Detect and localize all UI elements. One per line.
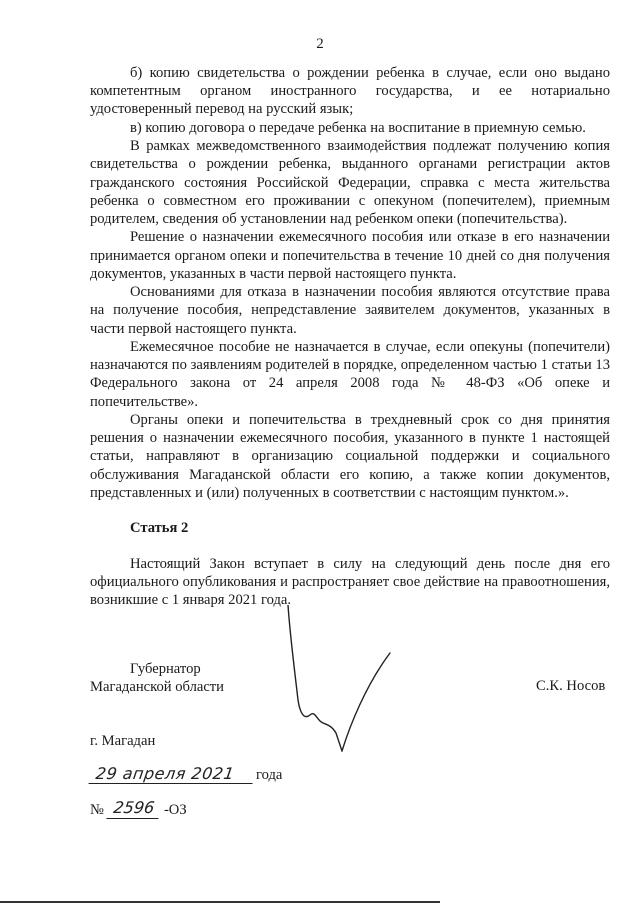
- date-suffix: года: [256, 767, 283, 783]
- number-prefix: №: [90, 802, 104, 818]
- handwritten-law-number: 2596: [106, 796, 161, 819]
- paragraph-v: в) копию договора о передаче ребенка на воспитание в приемную семью.: [130, 119, 586, 136]
- paragraph-refusal-grounds: Основаниями для отказа в назначении пособия являются отсутствие права на получение пособия, непредставление заявителем документов, указанных в части первой настоящего пункта.: [90, 284, 610, 337]
- paragraph-guardianship-bodies: Органы опеки и попечительства в трехдневный срок со дня принятия решения о назначении ежемесячного пособия, указанного в пункте 1 настоящей статьи, направляют в организацию социальной поддержки и социального обслуживания Магаданской области его копию, а также копии документов, представленных и (или) полученных в соответствии с настоящим пунктом.».: [90, 411, 610, 501]
- signatory-title: [90, 660, 224, 696]
- paragraph-decision: Решение о назначении ежемесячного пособия или отказе в его назначении принимается органом опеки и попечительства в течение 10 дней со дня получения документов, указанных в части первой настоящего пункта.: [90, 229, 610, 282]
- handwritten-date: 29 апреля 2021: [88, 762, 255, 784]
- date-line: [90, 762, 282, 784]
- page-number: 2: [316, 36, 324, 52]
- article-heading: Статья 2: [130, 520, 189, 536]
- number-suffix: -ОЗ: [163, 802, 187, 818]
- paragraph-b: б) копию свидетельства о рождении ребенка в случае, если оно выдано компетентным органом иностранного государства, и ее нотариально удостоверенный перевод на русский язык;: [90, 65, 610, 118]
- signatory-title-line1: Губернатор: [130, 661, 201, 677]
- article-paragraph: Настоящий Закон вступает в силу на следующий день после дня его официального опубликования и распространяет свое действие на правоотношения, возникшие с 1 января 2021 года.: [90, 556, 610, 609]
- bottom-divider: [0, 901, 440, 903]
- signatory-title-line2: Магаданской области: [90, 679, 224, 696]
- signatory-name: С.К. Носов: [536, 678, 606, 694]
- law-number-line: [90, 796, 187, 819]
- article-text: [90, 555, 610, 610]
- paragraph-interagency: В рамках межведомственного взаимодействия подлежат получению копия свидетельства о рождении ребенка, выданного органами регистрации актов гражданского состояния Российской Федерации, справка с места жительства ребенка о совместном его проживании с опекуном (попечителем), приемным родителем, сведения об установлении над ребенком опеки (попечительства).: [90, 138, 610, 227]
- place-of-signing: г. Магадан: [90, 733, 156, 749]
- handwritten-signature: [280, 605, 400, 755]
- paragraph-not-assigned: Ежемесячное пособие не назначается в случае, если опекуны (попечители) назначаются по заявлениям родителей в порядке, определенном частью 1 статьи 13 Федерального закона от 24 апреля 2008 года № 48-ФЗ «Об опеке и попечительстве».: [90, 338, 610, 410]
- law-body-text: [90, 64, 610, 502]
